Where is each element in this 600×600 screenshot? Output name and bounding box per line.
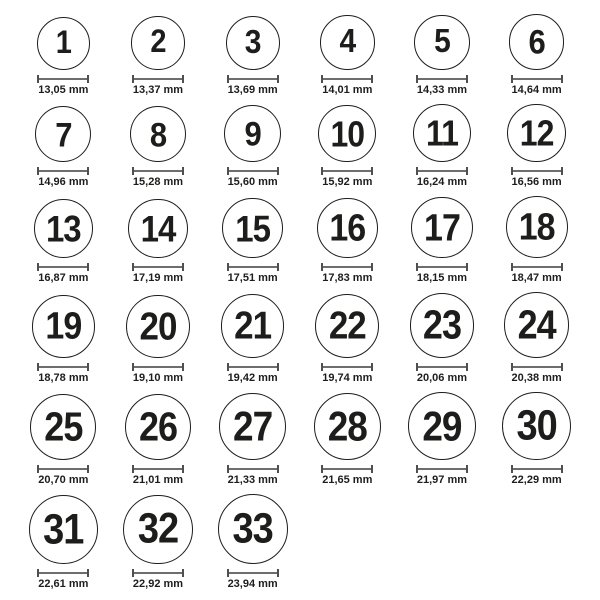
ring-size-number: 26 (138, 403, 177, 450)
ring-size-number: 28 (327, 403, 367, 450)
diameter-dimension-line (132, 263, 184, 271)
ring-size-row (16, 14, 584, 96)
ring-size-number: 20 (139, 304, 177, 348)
diameter-dimension-line (227, 569, 279, 577)
ring-circle (224, 105, 281, 162)
diameter-dimension-line (37, 167, 89, 175)
ring-size-item (205, 198, 300, 284)
diameter-dimension-line (511, 167, 563, 175)
ring-size-number: 12 (519, 112, 554, 154)
ring-size-number: 18 (518, 206, 555, 249)
ring-size-number: 13 (45, 208, 81, 250)
diameter-dimension-line (227, 363, 279, 371)
ring-circle (29, 495, 98, 564)
ring-size-number: 31 (43, 505, 84, 554)
ring-size-item (16, 495, 111, 590)
diameter-label: 16,56 mm (511, 176, 562, 189)
ring-size-item (16, 394, 111, 486)
ring-size-item (16, 106, 111, 188)
ring-circle (219, 393, 286, 460)
ring-size-item (489, 14, 584, 96)
diameter-label: 14,64 mm (511, 83, 562, 96)
diameter-dimension-line (37, 263, 89, 271)
diameter-label: 15,92 mm (322, 176, 373, 189)
ring-circle (314, 393, 381, 460)
ring-circle (226, 16, 280, 70)
ring-size-item (395, 15, 490, 96)
ring-size-item (300, 393, 395, 486)
ring-circle (32, 295, 95, 358)
ring-size-number: 30 (516, 402, 557, 450)
diameter-dimension-line (416, 75, 468, 83)
ring-size-item (205, 105, 300, 188)
ring-size-item (300, 294, 395, 384)
diameter-label: 16,24 mm (416, 176, 468, 189)
diameter-label: 22,61 mm (38, 577, 89, 590)
ring-size-item (205, 294, 300, 384)
ring-size-item (395, 293, 490, 384)
ring-size-item (111, 295, 206, 384)
diameter-dimension-line (416, 263, 468, 271)
ring-size-number: 33 (232, 505, 273, 553)
diameter-dimension-line (416, 363, 468, 371)
ring-circle (507, 104, 566, 163)
ring-size-item (111, 16, 206, 96)
ring-size-number: 32 (137, 505, 179, 553)
diameter-label: 20,70 mm (38, 474, 89, 487)
ring-circle (222, 198, 282, 258)
ring-size-item (395, 104, 490, 188)
ring-size-item (111, 106, 206, 189)
ring-size-item (395, 392, 490, 486)
ring-circle (502, 392, 570, 460)
ring-size-item (489, 104, 584, 189)
ring-circle (315, 294, 379, 358)
diameter-label: 17,51 mm (227, 272, 278, 285)
diameter-dimension-line (132, 569, 184, 577)
diameter-label: 21,33 mm (227, 474, 278, 487)
ring-size-number: 5 (434, 23, 450, 60)
diameter-label: 21,01 mm (132, 474, 184, 487)
diameter-dimension-line (321, 263, 373, 271)
ring-size-number: 24 (517, 301, 556, 348)
ring-circle (408, 392, 476, 460)
diameter-dimension-line (321, 75, 373, 83)
ring-size-number: 7 (55, 114, 72, 154)
diameter-dimension-line (37, 75, 89, 83)
diameter-label: 22,29 mm (511, 474, 562, 487)
diameter-label: 14,96 mm (38, 176, 89, 189)
diameter-dimension-line (37, 363, 89, 371)
ring-circle (125, 394, 191, 460)
diameter-label: 19,74 mm (322, 371, 373, 384)
diameter-dimension-line (511, 363, 563, 371)
diameter-dimension-line (227, 465, 279, 473)
ring-size-row (16, 494, 584, 590)
ring-size-row (16, 292, 584, 383)
ring-circle (410, 293, 475, 358)
diameter-label: 22,92 mm (132, 577, 184, 590)
ring-circle (320, 15, 375, 70)
diameter-label: 14,33 mm (416, 83, 468, 96)
ring-size-row (16, 196, 584, 284)
diameter-label: 13,05 mm (38, 83, 89, 96)
ring-size-number: 23 (422, 301, 461, 348)
ring-size-number: 4 (339, 23, 356, 61)
diameter-dimension-line (132, 363, 184, 371)
diameter-label: 13,37 mm (132, 83, 184, 96)
ring-size-number: 16 (329, 206, 366, 250)
ring-size-number: 21 (234, 304, 272, 348)
diameter-label: 13,69 mm (227, 83, 278, 96)
ring-size-row (16, 392, 584, 486)
ring-size-item (111, 199, 206, 285)
ring-size-number: 6 (528, 22, 545, 62)
diameter-dimension-line (321, 465, 373, 473)
ring-size-number: 3 (244, 23, 261, 61)
ring-size-number: 29 (422, 403, 462, 450)
diameter-dimension-line (132, 167, 184, 175)
ring-circle (128, 199, 188, 259)
ring-size-item (205, 494, 300, 590)
ring-size-number: 9 (244, 114, 261, 154)
ring-circle (34, 199, 93, 258)
ring-size-number: 27 (233, 403, 273, 450)
ring-circle (37, 17, 90, 70)
diameter-label: 17,83 mm (322, 272, 373, 285)
ring-circle (317, 198, 378, 259)
ring-circle (504, 292, 569, 357)
diameter-dimension-line (227, 167, 279, 175)
diameter-dimension-line (511, 465, 563, 473)
ring-size-number: 8 (149, 114, 167, 154)
ring-size-number: 19 (45, 305, 82, 348)
ring-circle (126, 295, 189, 358)
diameter-dimension-line (37, 465, 89, 473)
ring-circle (414, 15, 469, 70)
ring-size-item (300, 15, 395, 96)
diameter-dimension-line (37, 569, 89, 577)
ring-size-number: 14 (140, 207, 176, 250)
ring-size-number: 2 (150, 24, 166, 61)
ring-circle (221, 294, 285, 358)
ring-circle (318, 105, 376, 163)
ring-size-item (111, 394, 206, 486)
ring-size-item (395, 197, 490, 284)
ring-size-number: 11 (426, 113, 458, 154)
diameter-label: 20,06 mm (416, 371, 468, 384)
ring-size-number: 10 (330, 113, 365, 154)
ring-circle (35, 106, 91, 162)
ring-circle (506, 196, 568, 258)
ring-circle (30, 394, 96, 460)
ring-size-item (300, 105, 395, 189)
diameter-label: 18,78 mm (38, 371, 89, 384)
diameter-label: 15,60 mm (227, 176, 278, 189)
diameter-label: 14,01 mm (322, 83, 373, 96)
ring-circle (130, 106, 187, 163)
ring-circle (411, 197, 472, 258)
diameter-label: 21,65 mm (322, 474, 373, 487)
diameter-dimension-line (132, 75, 184, 83)
ring-size-number: 15 (235, 207, 270, 249)
ring-size-item (16, 17, 111, 96)
ring-size-number: 1 (55, 24, 71, 61)
diameter-label: 18,47 mm (511, 272, 562, 285)
ring-size-number: 22 (328, 303, 366, 348)
diameter-label: 20,38 mm (511, 371, 562, 384)
diameter-label: 17,19 mm (132, 272, 184, 285)
diameter-dimension-line (132, 465, 184, 473)
ring-size-item (205, 393, 300, 486)
ring-circle (131, 16, 185, 70)
diameter-dimension-line (227, 75, 279, 83)
ring-circle (218, 494, 288, 564)
diameter-dimension-line (511, 75, 563, 83)
diameter-dimension-line (416, 167, 468, 175)
ring-size-item (489, 196, 584, 284)
ring-size-number: 17 (424, 206, 460, 250)
ring-size-item (300, 198, 395, 285)
diameter-label: 21,97 mm (416, 474, 468, 487)
diameter-label: 23,94 mm (227, 577, 278, 590)
ring-size-item (489, 292, 584, 383)
diameter-label: 15,28 mm (132, 176, 184, 189)
diameter-dimension-line (511, 263, 563, 271)
ring-size-item (111, 495, 206, 590)
diameter-label: 16,87 mm (38, 272, 89, 285)
diameter-dimension-line (416, 465, 468, 473)
ring-size-item (16, 199, 111, 284)
ring-circle (123, 495, 192, 564)
diameter-dimension-line (227, 263, 279, 271)
diameter-label: 18,15 mm (416, 272, 468, 285)
ring-size-item (489, 392, 584, 486)
diameter-dimension-line (321, 167, 373, 175)
diameter-label: 19,10 mm (132, 371, 184, 384)
diameter-label: 19,42 mm (227, 371, 278, 384)
ring-circle (509, 14, 565, 70)
ring-size-item (16, 295, 111, 384)
diameter-dimension-line (321, 363, 373, 371)
ring-size-row (16, 104, 584, 189)
ring-size-item (205, 16, 300, 96)
ring-circle (413, 104, 471, 162)
ring-size-number: 25 (44, 403, 83, 450)
